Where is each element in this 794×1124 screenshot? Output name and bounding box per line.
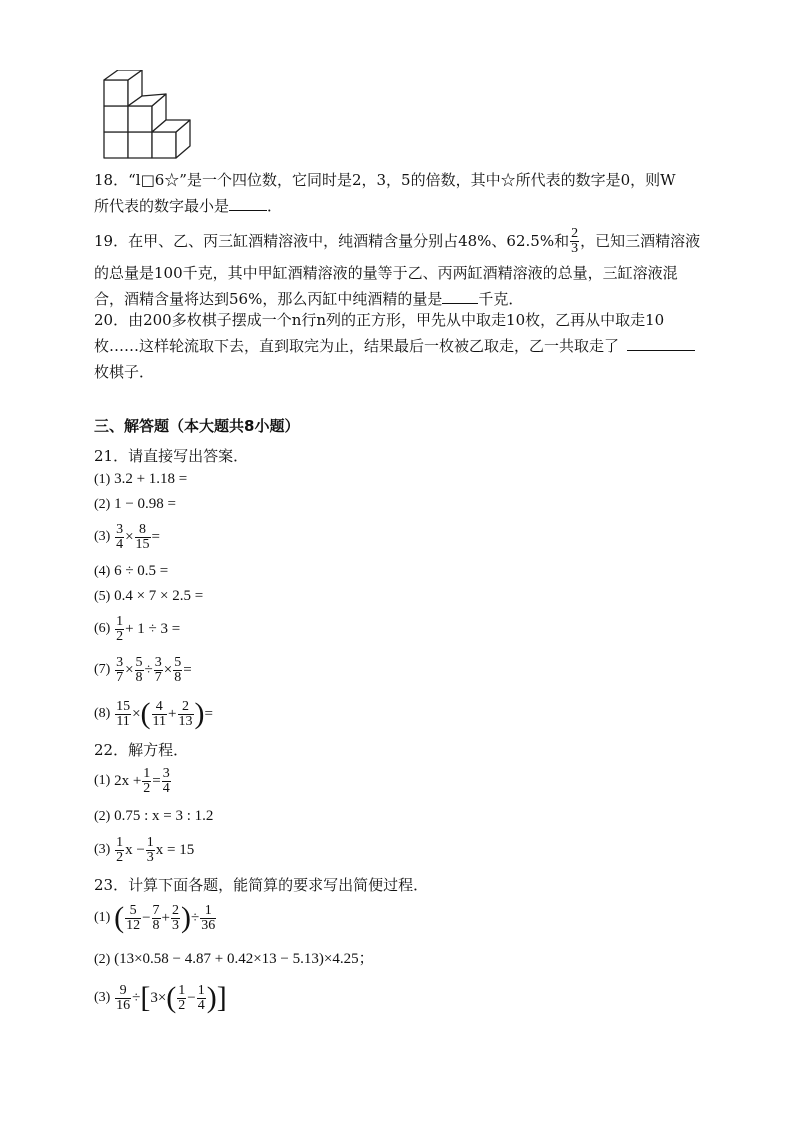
frac	[154, 656, 163, 685]
frac-den: 2	[143, 780, 151, 796]
q20-answer-blank[interactable]	[627, 350, 695, 351]
q21-item4	[94, 563, 168, 580]
times-sign: ×	[125, 528, 134, 545]
q21-item1-expr: 3.2 + 1.18 =	[114, 471, 188, 487]
frac	[152, 700, 167, 729]
frac	[115, 656, 124, 685]
frac	[115, 984, 131, 1013]
q19-frac-num: 2	[571, 225, 579, 241]
q22-item3	[94, 832, 194, 868]
frac-num: 5	[174, 654, 182, 670]
q20-text1: 由200多枚棋子摆成一个n行n列的正方形，甲先从中取走10枚，乙再从中取走10	[128, 311, 665, 329]
frac-den: 15	[135, 536, 150, 552]
frac	[171, 904, 180, 933]
frac-den: 11	[116, 713, 130, 729]
frac-num: 1	[197, 982, 205, 998]
frac-den: 4	[162, 780, 170, 796]
q20-line1	[94, 310, 664, 330]
frac-num: 15	[116, 698, 131, 714]
stacked-cubes-figure	[100, 70, 200, 162]
frac-den: 2	[116, 628, 124, 644]
q22-item3-label: (3)	[94, 842, 111, 857]
equals-sign: =	[152, 772, 161, 789]
q19-line3	[94, 289, 523, 309]
q23-item1-label: (1)	[94, 910, 111, 925]
q20-number: 20．	[94, 311, 129, 329]
q18-line2-text: 所代表的数字最小是	[94, 197, 230, 215]
operator: +	[168, 705, 177, 722]
q21-item4-label: (4)	[94, 564, 111, 579]
equals-sign: =	[204, 705, 213, 722]
frac-num: 7	[152, 902, 160, 918]
q23-item3	[94, 976, 227, 1020]
q21-item8-label: (8)	[94, 706, 111, 721]
q21-item8	[94, 694, 213, 734]
right-paren: )	[194, 697, 205, 730]
q21-item5-expr: 0.4 × 7 × 2.5 =	[114, 588, 204, 604]
q23-item2	[94, 947, 374, 968]
left-paren: (	[166, 981, 177, 1014]
q19-frac-den: 3	[571, 240, 579, 256]
frac-den: 36	[201, 917, 216, 933]
q20-line3: 枚棋子．	[94, 363, 155, 381]
frac-num: 5	[125, 904, 141, 919]
frac-num: 1	[200, 904, 216, 919]
q21-item3-frac-a	[115, 523, 124, 552]
frac-den: 2	[116, 849, 124, 865]
operator: ÷	[144, 661, 153, 678]
q21-item1-label: (1)	[94, 472, 111, 487]
frac-den: 3	[146, 849, 154, 865]
frac-num: 8	[135, 523, 151, 538]
q23-item3-three: 3×	[150, 989, 167, 1006]
q20-line2	[94, 336, 695, 356]
q21-item3-label: (3)	[94, 529, 111, 544]
frac-den: 13	[178, 713, 193, 729]
q19-text1: 在甲、乙、丙三缸酒精溶液中，纯酒精含量分别占48%、62.5%和	[128, 232, 570, 250]
frac-den: 2	[178, 997, 186, 1013]
frac	[177, 984, 186, 1013]
q22-item3-x1: x −	[125, 841, 145, 858]
q18-line2	[94, 196, 282, 216]
q21-item6-label: (6)	[94, 621, 111, 636]
operator: ×	[125, 661, 134, 678]
operator: −	[187, 989, 196, 1006]
frac	[162, 767, 171, 796]
frac-num: 1	[146, 834, 154, 850]
q21-item7-label: (7)	[94, 662, 111, 677]
frac-den: 4	[197, 997, 205, 1013]
frac-num: 2	[178, 700, 194, 715]
frac	[197, 984, 206, 1013]
frac-num: 1	[143, 765, 151, 781]
q22-item1	[94, 763, 172, 799]
q21-item6-rest: + 1 ÷ 3 =	[125, 620, 181, 637]
right-paren: )	[181, 901, 192, 934]
q22-item3-rest: x = 15	[155, 841, 195, 858]
q23-item2-expr: (13×0.58 − 4.87 + 0.42×13 − 5.13)×4.25	[114, 951, 359, 967]
frac	[173, 656, 182, 685]
q18-quote-open: “	[128, 171, 136, 189]
frac-num: 2	[172, 902, 180, 918]
operator: ×	[132, 705, 141, 722]
frac-num: 3	[162, 765, 170, 781]
frac-num: 1	[116, 613, 124, 629]
frac-den: 11	[152, 713, 167, 729]
frac-den: 3	[172, 917, 180, 933]
frac-den: 16	[116, 997, 131, 1013]
q21-item1	[94, 471, 187, 488]
q19-line1	[94, 224, 700, 258]
operator: −	[142, 909, 151, 926]
q19-line3a: 合，酒精含量将达到56%，那么丙缸中纯酒精的量是	[94, 290, 443, 308]
q23-item3-label: (3)	[94, 990, 111, 1005]
q21-item2-expr: 1 − 0.98 =	[114, 496, 176, 512]
frac-num: 1	[116, 834, 124, 850]
q19-line2: 的总量是100千克，其中甲缸酒精溶液的量等于乙、丙两缸酒精溶液的总量，三缸溶液混	[94, 264, 678, 282]
q23-item2-end: ；	[358, 951, 374, 967]
q18-number: 18．	[94, 171, 129, 189]
q19-text1-end: ，已知三酒精溶液	[580, 232, 701, 250]
frac	[135, 656, 144, 685]
frac-num: 3	[154, 654, 162, 670]
q19-fraction	[570, 227, 579, 256]
right-bracket: ]	[216, 981, 227, 1014]
left-paren: (	[114, 901, 125, 934]
frac-den: 7	[154, 669, 162, 685]
operator: ÷	[132, 989, 141, 1006]
frac	[142, 767, 151, 796]
frac-num: 1	[178, 982, 186, 998]
q22-item1-pre: 2x +	[114, 772, 142, 789]
q18-text: ”是一个四位数，它同时是2，3，5的倍数，其中☆所代表的数字是0，则W	[179, 171, 676, 189]
q19-answer-blank[interactable]	[442, 303, 478, 304]
left-paren: (	[140, 697, 151, 730]
operator: ÷	[191, 909, 200, 926]
frac-den: 8	[152, 917, 160, 933]
frac-num: 3	[116, 654, 124, 670]
right-paren: )	[206, 981, 217, 1014]
q21-item3-frac-b	[135, 523, 151, 552]
q22-item2-label: (2)	[94, 809, 111, 824]
frac-den: 8	[174, 669, 182, 685]
frac-num: 3	[116, 521, 124, 537]
q21-item6-frac	[115, 615, 124, 644]
left-bracket: [	[140, 981, 151, 1014]
q21-item3	[94, 519, 160, 555]
frac	[146, 836, 155, 865]
section3-title: 三、解答题（本大题共8小题）	[94, 417, 300, 435]
frac	[115, 836, 124, 865]
equals-sign: =	[151, 528, 161, 545]
frac-den: 12	[126, 917, 141, 933]
operator: +	[161, 909, 171, 926]
q19-line3b: 千克．	[478, 290, 524, 308]
q23-title: 23．计算下面各题，能简算的要求写出简便过程．	[94, 876, 429, 894]
q19-number: 19．	[94, 232, 129, 250]
frac-den: 8	[135, 669, 143, 685]
q22-item2-expr: 0.75 : x = 3 : 1.2	[114, 808, 214, 824]
q20-text2: 枚……这样轮流取下去，直到取完为止，结果最后一枚被乙取走，乙一共取走了	[94, 337, 620, 355]
q22-title: 22．解方程．	[94, 741, 189, 759]
q18-end: ．	[267, 197, 283, 215]
q23-item2-label: (2)	[94, 952, 111, 967]
frac	[200, 904, 216, 933]
frac-num: 5	[135, 654, 143, 670]
q18-code: l□6☆	[135, 171, 180, 189]
equals-sign: =	[183, 661, 192, 678]
q23-item1	[94, 898, 217, 938]
frac-num: 9	[115, 984, 131, 999]
operator: ×	[163, 661, 173, 678]
frac-num: 4	[152, 700, 167, 715]
q22-item1-label: (1)	[94, 773, 111, 788]
frac-den: 4	[116, 536, 124, 552]
frac	[125, 904, 141, 933]
q21-item2	[94, 496, 176, 513]
frac	[152, 904, 161, 933]
q21-item6	[94, 611, 180, 647]
q21-item7	[94, 652, 192, 688]
q21-item5	[94, 588, 203, 605]
q22-item2	[94, 808, 213, 825]
q21-item5-label: (5)	[94, 589, 111, 604]
q18-answer-blank[interactable]	[229, 210, 267, 211]
frac-den: 7	[116, 669, 124, 685]
q18-line1	[94, 170, 676, 190]
q21-item2-label: (2)	[94, 497, 111, 512]
q21-title: 21．请直接写出答案．	[94, 447, 249, 465]
q21-item4-expr: 6 ÷ 0.5 =	[114, 563, 169, 579]
frac	[115, 700, 131, 729]
frac	[178, 700, 194, 729]
